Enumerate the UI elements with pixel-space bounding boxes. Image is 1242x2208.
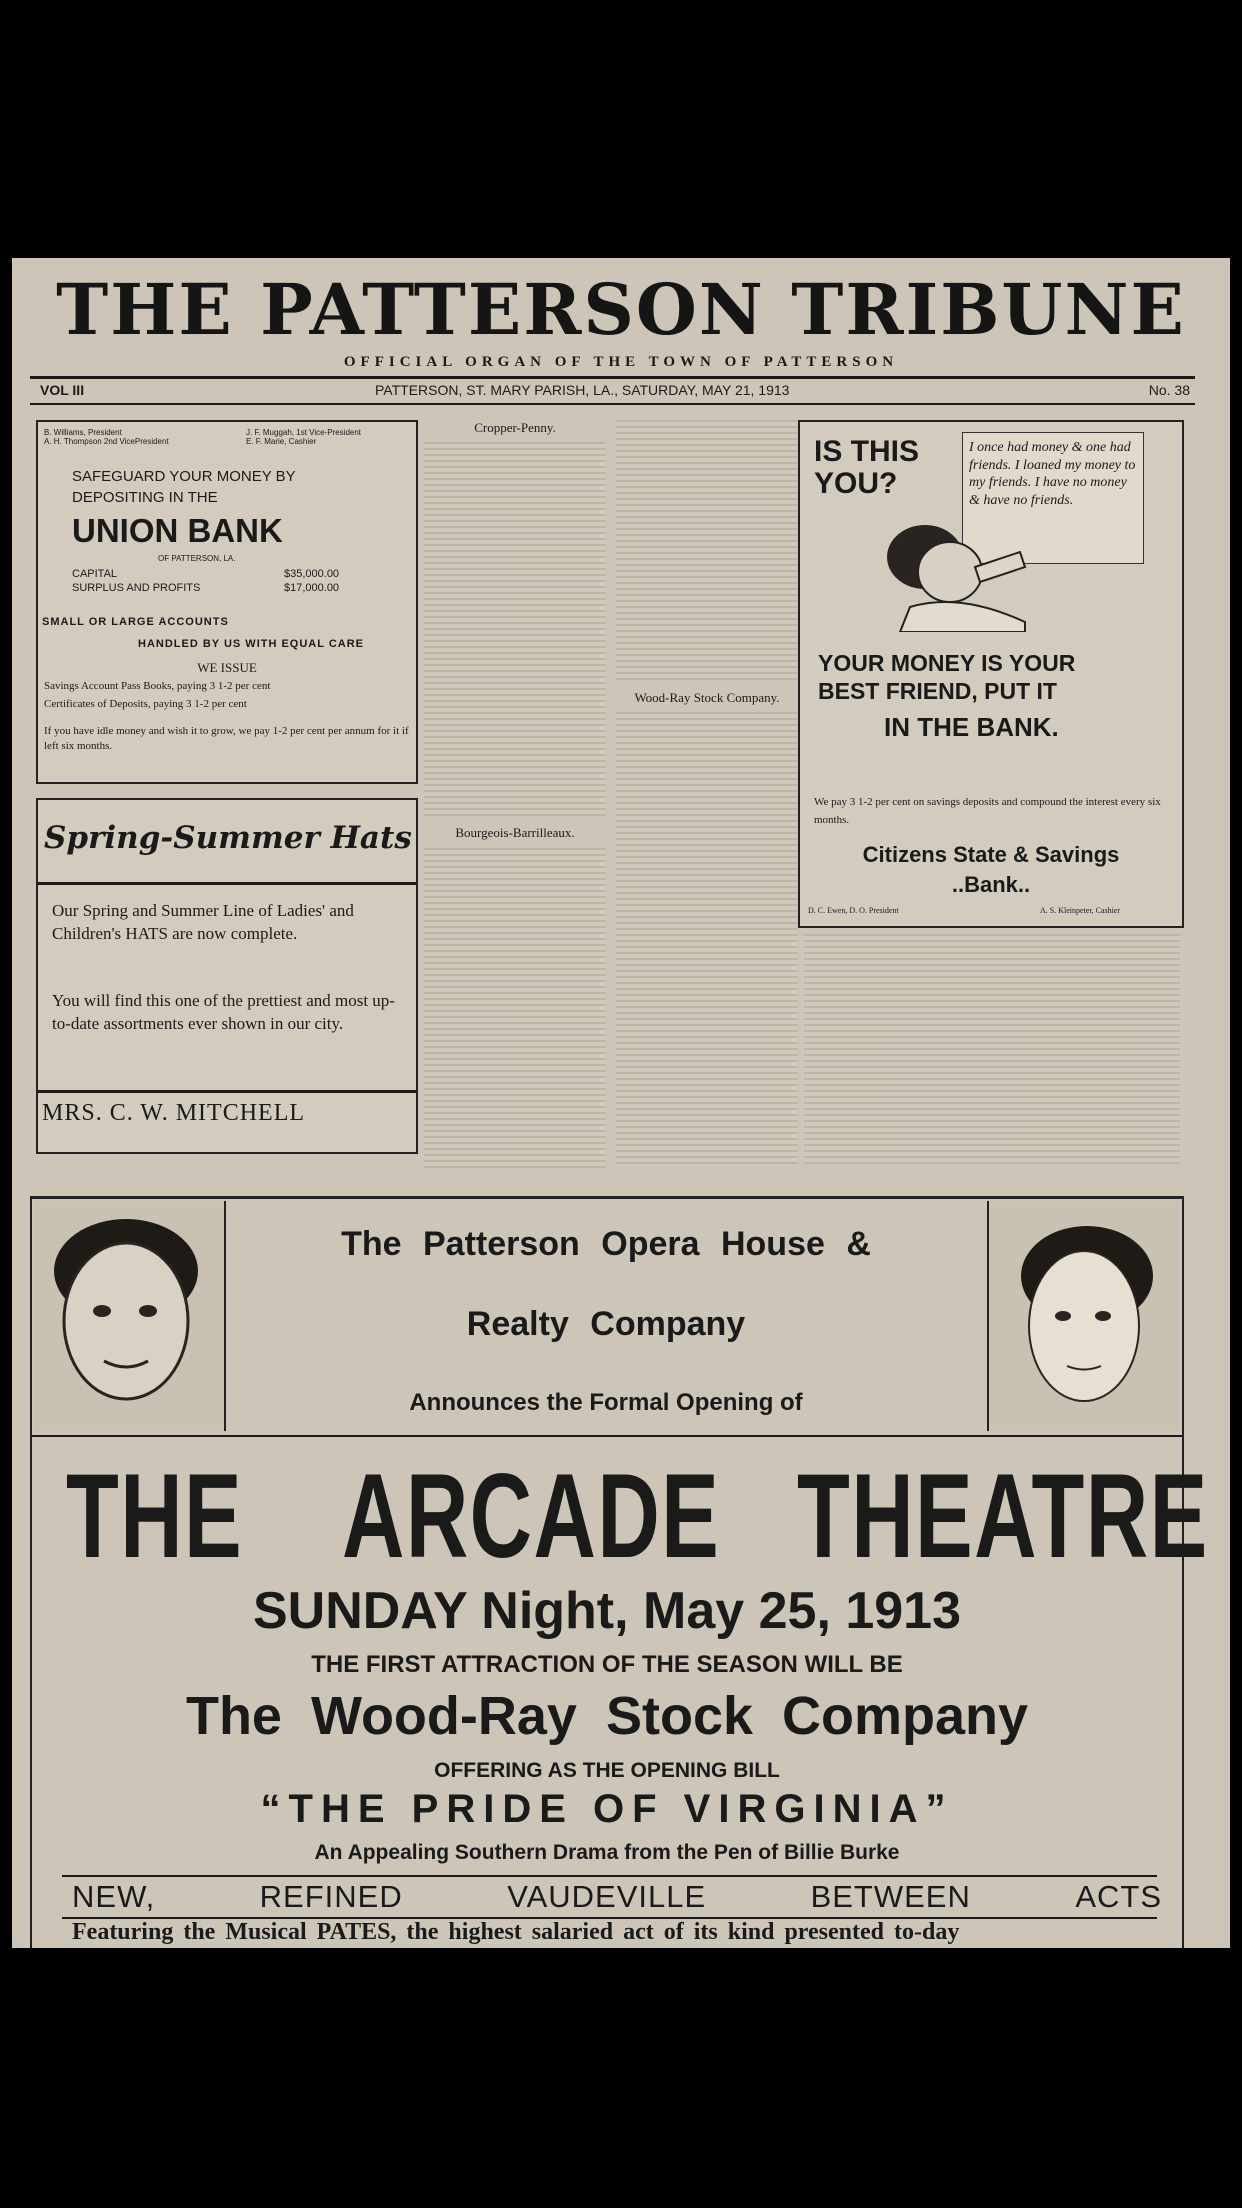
hats-paragraph-2: You will find this one of the prettiest and most up-to-date assortments ever shown in our city. [52, 991, 395, 1033]
crying-man-illustration [880, 512, 1030, 632]
accounts-line-1: SMALL OR LARGE ACCOUNTS [42, 616, 229, 628]
citizens-officers-right: A. S. Kleinpeter, Cashier [1040, 906, 1121, 915]
idle-money-line: If you have idle money and wish it to grow, we pay 1-2 per cent per annum for it if left six months. [44, 725, 409, 753]
savings-line: Savings Account Pass Books, paying 3 1-2 per cent [44, 680, 271, 692]
hats-title: Spring-Summer Hats [44, 820, 412, 856]
divider [62, 1875, 1157, 1877]
news-column-1 [420, 420, 610, 1175]
column-heading: Wood-Ray Stock Company. [634, 690, 780, 705]
featuring-line: Featuring the Musical PATES, the highest salaried act of its kind presented to-day [72, 1919, 960, 1945]
hats-ad [36, 798, 418, 1154]
hats-signature: MRS. C. W. MITCHELL [42, 1100, 306, 1126]
divider [38, 882, 416, 885]
bank-name: UNION BANK [72, 512, 283, 549]
newspaper-page [12, 258, 1230, 1948]
column-heading: Cropper-Penny. [474, 420, 556, 435]
announce-line: Announces the Formal Opening of [409, 1389, 803, 1416]
column-heading: Bourgeois-Barrilleaux. [455, 825, 575, 840]
divider [30, 376, 1195, 379]
vaudeville-line [72, 1879, 1162, 1915]
bubble-text: I once had money & one had friends. I loaned my money to my friends. I have no money & have no friends. [969, 440, 1136, 508]
hats-paragraph-1: Our Spring and Summer Line of Ladies' and Children's HATS are now complete. [52, 901, 354, 943]
vaudeville-word: ACTS [1075, 1879, 1162, 1914]
bank-location: OF PATTERSON, LA. [158, 554, 236, 563]
citizens-bank-name: Citizens State & Savings [862, 842, 1120, 867]
portrait-left [34, 1201, 226, 1431]
union-bank-ad [36, 420, 418, 784]
play-title: “THE PRIDE OF VIRGINIA” [260, 1787, 954, 1831]
bank-officers-right: J. F. Muggah, 1st Vice-President E. F. Marie, Cashier [246, 428, 362, 446]
certificates-line: Certificates of Deposits, paying 3 1-2 per cent [44, 698, 247, 710]
column-text [424, 442, 606, 817]
capital-label: CAPITAL [72, 568, 118, 580]
place-date: PATTERSON, ST. MARY PARISH, LA., SATURDAY, MAY 21, 1913 [375, 382, 790, 398]
opening-bill: OFFERING AS THE OPENING BILL [434, 1759, 780, 1782]
column-text [804, 934, 1180, 1164]
portrait-right [987, 1201, 1179, 1431]
news-column-2 [612, 420, 802, 1175]
masthead-title: THE PATTERSON TRIBUNE [56, 268, 1186, 351]
bank-tagline: SAFEGUARD YOUR MONEY BY DEPOSITING IN THE [72, 468, 296, 506]
capital-value: $35,000.00 [284, 568, 340, 580]
accounts-line-2: HANDLED BY US WITH EQUAL CARE [138, 638, 364, 650]
divider [30, 403, 1195, 405]
ad-headline: IS THIS YOU? [814, 435, 920, 500]
volume-label: VOL III [40, 382, 85, 398]
interest-text: We pay 3 1-2 per cent on savings deposits and compound the interest every six months. [814, 796, 1161, 826]
column-text [616, 420, 798, 680]
drama-description: An Appealing Southern Drama from the Pen of Billie Burke [314, 1841, 900, 1864]
masthead-subtitle: OFFICIAL ORGAN OF THE TOWN OF PATTERSON [343, 354, 899, 370]
surplus-value: $17,000.00 [284, 582, 340, 594]
issue-number: No. 38 [1148, 382, 1190, 398]
vaudeville-word: NEW, [72, 1879, 156, 1914]
citizens-officers-left: D. C. Ewen, D. O. President [808, 906, 899, 915]
stock-company: The Wood-Ray Stock Company [185, 1686, 1029, 1746]
opening-date: SUNDAY Night, May 25, 1913 [252, 1582, 962, 1640]
bank-officers-left: B. Williams, President A. H. Thompson 2nd VicePresident [44, 428, 169, 446]
title-the: THE [66, 1449, 244, 1583]
vaudeville-word: BETWEEN [810, 1879, 971, 1914]
company-line-1: The Patterson Opera House & [341, 1225, 871, 1263]
company-line-2: Realty Company [466, 1305, 746, 1343]
dateline [40, 382, 1190, 398]
column-text [424, 848, 606, 1168]
arcade-theatre-ad [30, 1196, 1209, 1948]
vaudeville-word: VAUDEVILLE [507, 1879, 707, 1914]
citizens-bank-footer [798, 786, 1184, 928]
slogan-line-1: YOUR MONEY IS YOUR [818, 650, 1076, 676]
slogan-line-2: BEST FRIEND, PUT IT [818, 678, 1057, 704]
divider [38, 1090, 416, 1093]
column-text [616, 712, 798, 1167]
first-attraction: THE FIRST ATTRACTION OF THE SEASON WILL BE [311, 1651, 903, 1678]
surplus-label: SURPLUS AND PROFITS [72, 582, 201, 594]
divider [32, 1435, 1182, 1437]
citizens-bank-subname: ..Bank.. [951, 872, 1031, 897]
title-arcade: ARCADE [342, 1449, 721, 1583]
slogan-line-3: IN THE BANK. [884, 712, 1059, 742]
we-issue: WE ISSUE [197, 660, 257, 675]
title-theatre: THEATRE [797, 1449, 1209, 1583]
citizens-bank-ad [798, 420, 1184, 794]
vaudeville-word: REFINED [259, 1879, 403, 1914]
